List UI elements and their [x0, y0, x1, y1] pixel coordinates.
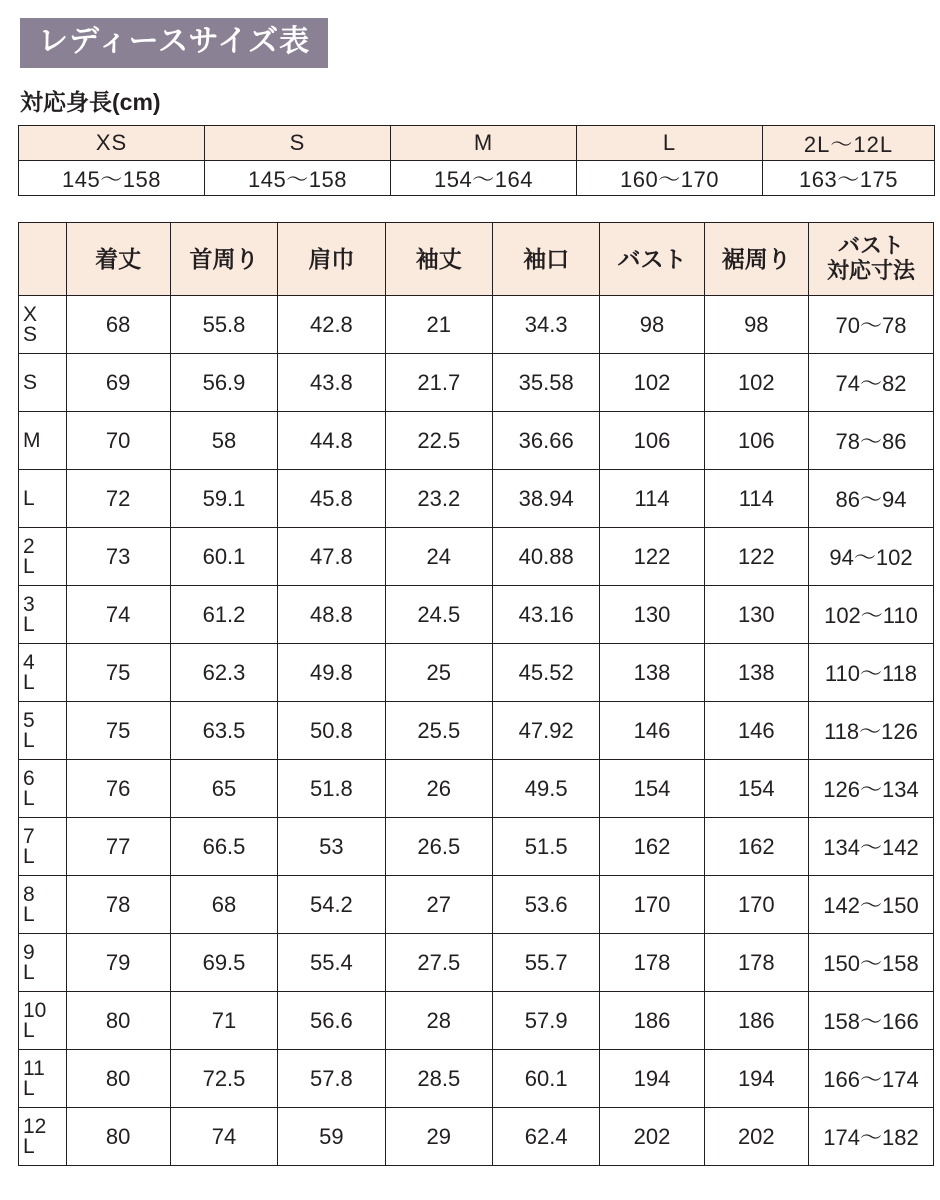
row-size-label-line: 9 — [23, 941, 35, 965]
row-size-label-line: L — [23, 902, 35, 926]
cell-value: 45.52 — [492, 644, 599, 702]
cell-value: 56.6 — [278, 992, 385, 1050]
cell-value: 114 — [600, 470, 704, 528]
cell-value: 78 — [66, 876, 170, 934]
cell-value: 65 — [170, 760, 277, 818]
cell-value: 202 — [600, 1108, 704, 1166]
row-size-label — [19, 702, 67, 760]
row-size-label-line: 2 — [23, 535, 35, 559]
table-row — [19, 528, 934, 586]
cell-value: 55.8 — [170, 296, 277, 354]
row-size-label — [19, 760, 67, 818]
measurement-table — [18, 222, 934, 1166]
table-row — [19, 934, 934, 992]
row-size-label-line: X — [23, 303, 38, 327]
cell-value: 60.1 — [170, 528, 277, 586]
cell-value: 21 — [385, 296, 492, 354]
cell-value: 186 — [600, 992, 704, 1050]
row-size-label-line: L — [23, 1134, 35, 1158]
height-table — [18, 125, 935, 196]
cell-value: 40.88 — [492, 528, 599, 586]
table-row — [19, 876, 934, 934]
cell-value: 54.2 — [278, 876, 385, 934]
col-header-bust-range-line2: 対応寸法 — [826, 258, 915, 283]
row-size-label-line: L — [23, 486, 35, 510]
cell-value: 77 — [66, 818, 170, 876]
cell-bust-range: 118〜126 — [808, 702, 933, 760]
row-size-label — [19, 1108, 67, 1166]
row-size-label — [19, 354, 67, 412]
cell-value: 34.3 — [492, 296, 599, 354]
cell-value: 59 — [278, 1108, 385, 1166]
height-range-s: 145〜158 — [205, 161, 391, 196]
table-row — [19, 412, 934, 470]
cell-value: 154 — [704, 760, 808, 818]
col-header-sodeguchi: 袖口 — [492, 223, 599, 296]
cell-value: 51.8 — [278, 760, 385, 818]
row-size-label-line: L — [23, 554, 35, 578]
cell-value: 194 — [600, 1050, 704, 1108]
cell-value: 43.8 — [278, 354, 385, 412]
cell-value: 194 — [704, 1050, 808, 1108]
cell-value: 63.5 — [170, 702, 277, 760]
cell-value: 62.3 — [170, 644, 277, 702]
col-header-kubimawari: 首周り — [170, 223, 277, 296]
cell-value: 61.2 — [170, 586, 277, 644]
measurement-section — [18, 222, 928, 1166]
row-size-label-line: 4 — [23, 651, 35, 675]
cell-bust-range: 94〜102 — [808, 528, 933, 586]
cell-value: 76 — [66, 760, 170, 818]
col-header-susomawari: 裾周り — [704, 223, 808, 296]
cell-value: 162 — [704, 818, 808, 876]
row-size-label-line: L — [23, 728, 35, 752]
cell-value: 72.5 — [170, 1050, 277, 1108]
row-size-label-line: 3 — [23, 593, 35, 617]
cell-value: 62.4 — [492, 1108, 599, 1166]
cell-value: 170 — [600, 876, 704, 934]
cell-value: 55.4 — [278, 934, 385, 992]
row-size-label-line: 10 — [23, 999, 47, 1023]
cell-value: 70 — [66, 412, 170, 470]
cell-value: 43.16 — [492, 586, 599, 644]
col-header-kitake: 着丈 — [66, 223, 170, 296]
cell-value: 80 — [66, 992, 170, 1050]
cell-value: 69.5 — [170, 934, 277, 992]
cell-value: 57.9 — [492, 992, 599, 1050]
table-row — [19, 992, 934, 1050]
cell-value: 75 — [66, 644, 170, 702]
row-size-label — [19, 586, 67, 644]
height-range-l: 160〜170 — [577, 161, 763, 196]
cell-value: 56.9 — [170, 354, 277, 412]
cell-bust-range: 70〜78 — [808, 296, 933, 354]
row-size-label — [19, 1050, 67, 1108]
row-size-label — [19, 876, 67, 934]
cell-value: 25 — [385, 644, 492, 702]
row-size-label — [19, 296, 67, 354]
height-size-l: L — [577, 126, 763, 161]
col-header-bust-range — [808, 223, 933, 296]
cell-value: 98 — [704, 296, 808, 354]
row-size-label-line: L — [23, 1018, 35, 1042]
cell-value: 44.8 — [278, 412, 385, 470]
height-size-s: S — [205, 126, 391, 161]
cell-value: 102 — [600, 354, 704, 412]
cell-value: 53.6 — [492, 876, 599, 934]
cell-value: 57.8 — [278, 1050, 385, 1108]
cell-bust-range: 174〜182 — [808, 1108, 933, 1166]
cell-value: 60.1 — [492, 1050, 599, 1108]
cell-value: 29 — [385, 1108, 492, 1166]
height-range-xs: 145〜158 — [19, 161, 205, 196]
row-size-label-line: 6 — [23, 767, 35, 791]
cell-value: 130 — [600, 586, 704, 644]
table-row — [19, 1050, 934, 1108]
cell-value: 26.5 — [385, 818, 492, 876]
height-size-xs: XS — [19, 126, 205, 161]
row-size-label-line: 12 — [23, 1115, 47, 1139]
table-row — [19, 586, 934, 644]
cell-value: 59.1 — [170, 470, 277, 528]
row-size-label — [19, 992, 67, 1050]
cell-value: 170 — [704, 876, 808, 934]
cell-value: 80 — [66, 1108, 170, 1166]
cell-value: 23.2 — [385, 470, 492, 528]
cell-value: 106 — [600, 412, 704, 470]
cell-value: 71 — [170, 992, 277, 1050]
cell-value: 28.5 — [385, 1050, 492, 1108]
measurement-header-row — [19, 223, 934, 296]
table-row — [19, 470, 934, 528]
row-size-label — [19, 934, 67, 992]
cell-value: 55.7 — [492, 934, 599, 992]
row-size-label — [19, 818, 67, 876]
cell-value: 68 — [170, 876, 277, 934]
cell-value: 106 — [704, 412, 808, 470]
cell-value: 47.92 — [492, 702, 599, 760]
cell-value: 48.8 — [278, 586, 385, 644]
cell-value: 162 — [600, 818, 704, 876]
measurement-body — [19, 296, 934, 1166]
cell-value: 25.5 — [385, 702, 492, 760]
height-table-value-row — [19, 161, 935, 196]
table-row — [19, 296, 934, 354]
row-size-label — [19, 470, 67, 528]
row-size-label — [19, 412, 67, 470]
cell-value: 73 — [66, 528, 170, 586]
cell-value: 26 — [385, 760, 492, 818]
cell-value: 114 — [704, 470, 808, 528]
row-size-label-line: 5 — [23, 709, 35, 733]
cell-value: 74 — [170, 1108, 277, 1166]
cell-value: 58 — [170, 412, 277, 470]
row-size-label-line: L — [23, 786, 35, 810]
cell-value: 154 — [600, 760, 704, 818]
row-size-label-line: 11 — [23, 1057, 45, 1081]
cell-value: 22.5 — [385, 412, 492, 470]
cell-value: 122 — [704, 528, 808, 586]
height-section-label: 対応身長(cm) — [20, 89, 161, 115]
row-size-label-line: 8 — [23, 883, 35, 907]
row-size-label-line: L — [23, 960, 35, 984]
row-size-label-line: L — [23, 1076, 35, 1100]
cell-bust-range: 86〜94 — [808, 470, 933, 528]
row-size-label-line: S — [23, 370, 38, 394]
row-size-label-line: L — [23, 670, 35, 694]
row-size-label-line: 7 — [23, 825, 35, 849]
cell-value: 79 — [66, 934, 170, 992]
cell-bust-range: 158〜166 — [808, 992, 933, 1050]
cell-value: 202 — [704, 1108, 808, 1166]
cell-value: 27 — [385, 876, 492, 934]
corner-cell — [19, 223, 67, 296]
table-row — [19, 818, 934, 876]
table-row — [19, 354, 934, 412]
table-row — [19, 644, 934, 702]
table-row — [19, 1108, 934, 1166]
cell-value: 50.8 — [278, 702, 385, 760]
cell-value: 186 — [704, 992, 808, 1050]
col-header-bust-range-line1: バスト — [837, 233, 904, 259]
cell-value: 130 — [704, 586, 808, 644]
cell-value: 27.5 — [385, 934, 492, 992]
cell-bust-range: 102〜110 — [808, 586, 933, 644]
cell-value: 49.5 — [492, 760, 599, 818]
cell-value: 49.8 — [278, 644, 385, 702]
cell-value: 38.94 — [492, 470, 599, 528]
height-size-m: M — [391, 126, 577, 161]
cell-value: 21.7 — [385, 354, 492, 412]
cell-value: 122 — [600, 528, 704, 586]
cell-bust-range: 126〜134 — [808, 760, 933, 818]
cell-value: 98 — [600, 296, 704, 354]
cell-value: 178 — [600, 934, 704, 992]
row-size-label-line: L — [23, 844, 35, 868]
cell-value: 36.66 — [492, 412, 599, 470]
cell-value: 28 — [385, 992, 492, 1050]
row-size-label — [19, 528, 67, 586]
cell-bust-range: 74〜82 — [808, 354, 933, 412]
cell-bust-range: 142〜150 — [808, 876, 933, 934]
row-size-label-line: L — [23, 612, 35, 636]
col-header-bust: バスト — [600, 223, 704, 296]
row-size-label-line: S — [23, 322, 38, 346]
cell-value: 42.8 — [278, 296, 385, 354]
cell-value: 80 — [66, 1050, 170, 1108]
row-size-label — [19, 644, 67, 702]
cell-value: 138 — [704, 644, 808, 702]
height-size-2l-12l: 2L〜12L — [763, 126, 935, 161]
cell-value: 138 — [600, 644, 704, 702]
cell-value: 146 — [600, 702, 704, 760]
cell-bust-range: 134〜142 — [808, 818, 933, 876]
page-title: レディースサイズ表 — [20, 18, 328, 68]
cell-value: 75 — [66, 702, 170, 760]
cell-value: 24.5 — [385, 586, 492, 644]
height-range-m: 154〜164 — [391, 161, 577, 196]
cell-value: 69 — [66, 354, 170, 412]
col-header-katahaba: 肩巾 — [278, 223, 385, 296]
cell-value: 53 — [278, 818, 385, 876]
cell-value: 24 — [385, 528, 492, 586]
cell-value: 45.8 — [278, 470, 385, 528]
height-table-header-row — [19, 126, 935, 161]
cell-value: 146 — [704, 702, 808, 760]
cell-value: 74 — [66, 586, 170, 644]
cell-value: 51.5 — [492, 818, 599, 876]
cell-bust-range: 150〜158 — [808, 934, 933, 992]
cell-value: 35.58 — [492, 354, 599, 412]
height-range-2l-12l: 163〜175 — [763, 161, 935, 196]
cell-bust-range: 78〜86 — [808, 412, 933, 470]
col-header-sodetake: 袖丈 — [385, 223, 492, 296]
row-size-label-line: M — [23, 428, 41, 452]
cell-value: 47.8 — [278, 528, 385, 586]
cell-value: 102 — [704, 354, 808, 412]
cell-value: 72 — [66, 470, 170, 528]
table-row — [19, 702, 934, 760]
table-row — [19, 760, 934, 818]
cell-value: 68 — [66, 296, 170, 354]
cell-value: 66.5 — [170, 818, 277, 876]
cell-bust-range: 110〜118 — [808, 644, 933, 702]
cell-value: 178 — [704, 934, 808, 992]
cell-bust-range: 166〜174 — [808, 1050, 933, 1108]
